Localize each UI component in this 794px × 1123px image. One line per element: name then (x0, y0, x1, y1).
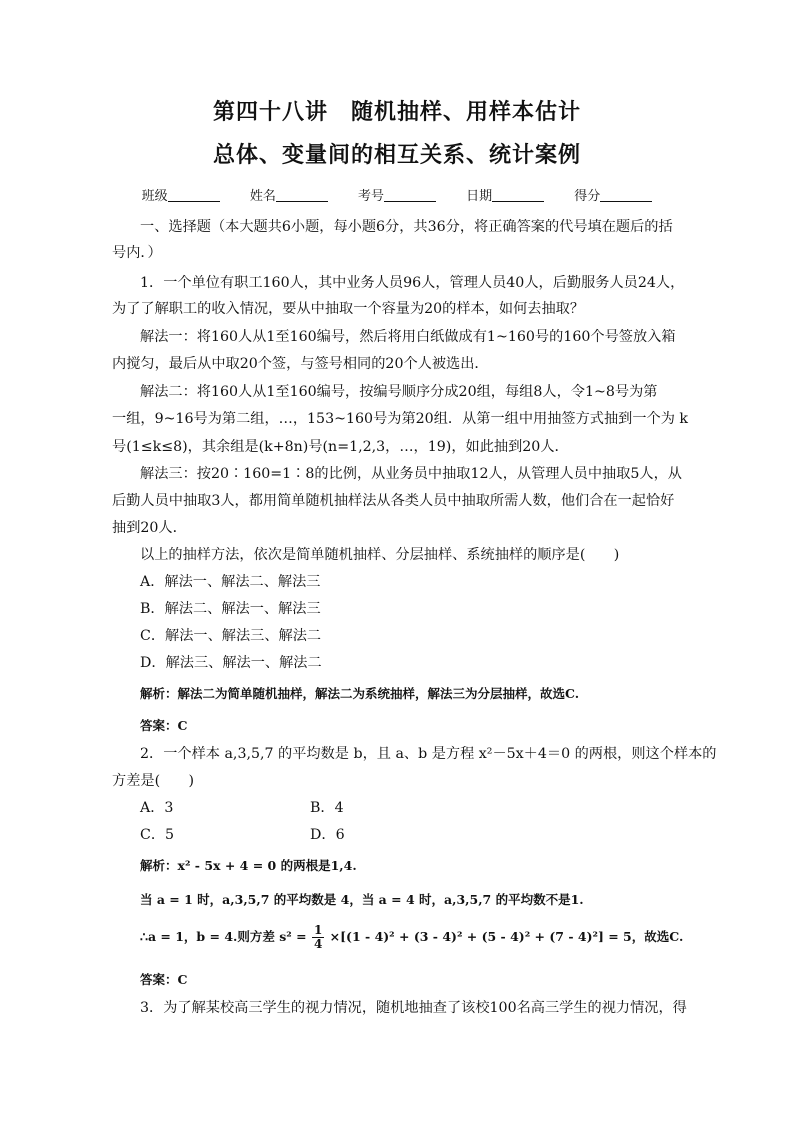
class-label: 班级 (141, 189, 168, 204)
q2-option-a[interactable]: A．3 (140, 800, 174, 816)
q2-option-c[interactable]: C．5 (140, 827, 175, 843)
q1-method3-line1: 解法三：按20∶160=1∶8的比例，从业务员中抽取12人，从管理人员中抽取5人，从 (140, 466, 682, 482)
q2-option-b[interactable]: B．4 (310, 800, 344, 816)
q1-method2-line3: 号(1≤k≤8)，其余组是(k+8n)号(n=1,2,3，…，19)，如此抽到20人． (112, 439, 569, 455)
name-field[interactable] (250, 189, 328, 204)
q2-analysis-line2: 当 a = 1 时，a,3,5,7 的平均数是 4，当 a = 4 时，a,3,5,7 的平均数不是1. (140, 892, 584, 907)
q1-analysis: 解析：解法二为简单随机抽样，解法二为系统抽样，解法三为分层抽样，故选C. (140, 686, 580, 701)
section-heading: 一、选择题（本大题共6小题，每小题6分，共36分，将正确答案的代号填在题后的括 (140, 219, 673, 235)
q1-option-b[interactable]: B．解法二、解法一、解法三 (140, 601, 321, 617)
score-blank (600, 189, 652, 202)
q1-option-a[interactable]: A．解法一、解法二、解法三 (140, 574, 321, 590)
date-blank (492, 189, 544, 202)
page-title-line-2: 总体、变量间的相互关系、统计案例 (212, 142, 581, 168)
q2-analysis-post: ×[(1 - 4)² + (3 - 4)² + (5 - 4)² + (7 - 4)²] = 5，故选C. (329, 929, 684, 944)
exam-no-label: 考号 (357, 189, 384, 204)
section-heading-cont: 号内．） (112, 245, 162, 261)
name-blank (276, 189, 328, 202)
exam-no-blank (384, 189, 436, 202)
class-field[interactable] (142, 189, 220, 204)
page-title-line-1: 第四十八讲 随机抽样、用样本估计 (212, 99, 581, 125)
score-field[interactable] (574, 189, 652, 204)
student-info-row (0, 185, 794, 204)
q1-stem-line1: 1．一个单位有职工160人，其中业务人员96人，管理人员40人，后勤服务人员24人， (140, 275, 685, 291)
q1-method1-line2: 内搅匀，最后从中取20个签，与签号相同的20个人被选出． (112, 356, 489, 372)
q1-question: 以上的抽样方法，依次是简单随机抽样、分层抽样、系统抽样的顺序是( ) (140, 547, 620, 563)
fraction-denominator: 4 (313, 937, 323, 951)
q2-stem-line2: 方差是( ) (112, 773, 195, 789)
date-label: 日期 (466, 189, 493, 204)
q2-analysis-pre: ∴a = 1，b = 4.则方差 s² = (140, 929, 307, 944)
date-field[interactable] (466, 189, 544, 204)
q2-option-d[interactable]: D．6 (310, 827, 345, 843)
fraction-numerator: 1 (313, 923, 323, 937)
q2-analysis-line1: 解析：x² - 5x + 4 = 0 的两根是1,4. (140, 858, 357, 873)
q1-method3-line3: 抽到20人． (112, 520, 187, 536)
fraction-one-quarter (312, 924, 324, 951)
name-label: 姓名 (249, 189, 276, 204)
q1-stem-line2: 为了了解职工的收入情况，要从中抽取一个容量为20的样本，如何去抽取？ (112, 301, 585, 317)
q2-analysis-line3 (140, 924, 715, 951)
q1-method2-line1: 解法二：将160人从1至160编号，按编号顺序分成20组，每组8人，令1~8号为第 (140, 384, 658, 400)
q1-method3-line2: 后勤人员中抽取3人，都用简单随机抽样法从各类人员中抽取所需人数，他们合在一起恰好 (112, 493, 675, 509)
q2-stem-line1: 2．一个样本 a,3,5,7 的平均数是 b，且 a、b 是方程 x²－5x＋4＝0 的两根，则这个样本的 (140, 746, 717, 762)
q1-option-d[interactable]: D．解法三、解法一、解法二 (140, 655, 322, 671)
class-blank (168, 189, 220, 202)
score-label: 得分 (574, 189, 601, 204)
q3-stem-line1: 3．为了解某校高三学生的视力情况，随机地抽查了该校100名高三学生的视力情况，得 (140, 1000, 687, 1016)
q2-answer: 答案：C (140, 972, 188, 987)
q1-method2-line2: 一组，9~16号为第二组，…，153~160号为第20组．从第一组中用抽签方式抽到一个为 k (112, 411, 688, 427)
exam-no-field[interactable] (358, 189, 436, 204)
q1-answer: 答案：C (140, 718, 188, 733)
q1-method1-line1: 解法一：将160人从1至160编号，然后将用白纸做成有1~160号的160个号签放入箱 (140, 329, 676, 345)
q1-option-c[interactable]: C．解法一、解法三、解法二 (140, 628, 322, 644)
